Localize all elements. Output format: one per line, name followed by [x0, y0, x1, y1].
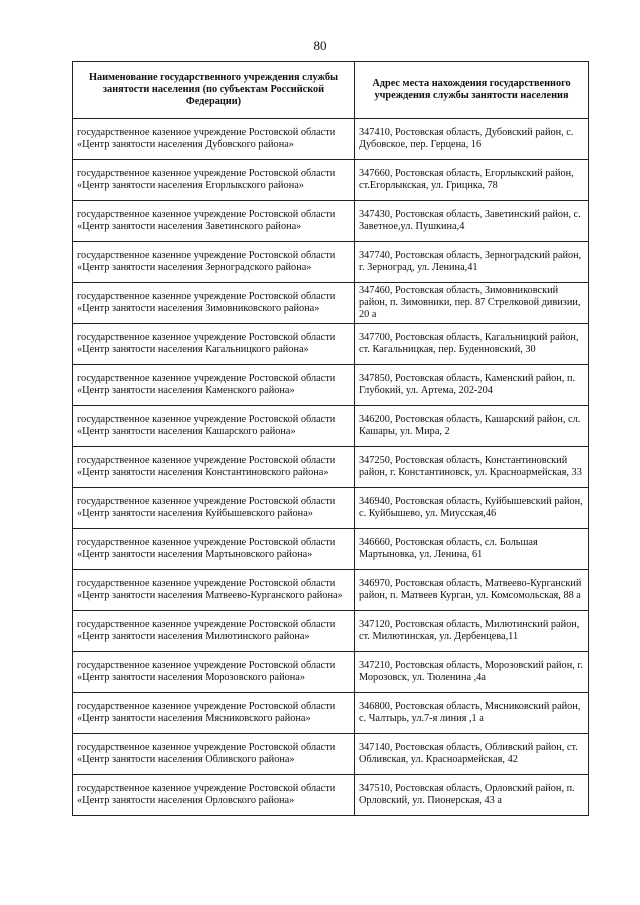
table-row	[73, 570, 589, 611]
institution-name-cell: государственное казенное учреждение Ростовской области «Центр занятости населения Мартыновского района»	[73, 529, 355, 570]
header-address: Адрес места нахождения государственного учреждения службы занятости населения	[355, 62, 589, 119]
institution-name-cell: государственное казенное учреждение Ростовской области «Центр занятости населения Морозовского района»	[73, 652, 355, 693]
table-row	[73, 242, 589, 283]
institution-name-cell: государственное казенное учреждение Ростовской области «Центр занятости населения Кагальницкого района»	[73, 324, 355, 365]
table-row	[73, 693, 589, 734]
institution-name-cell: государственное казенное учреждение Ростовской области «Центр занятости населения Мясниковского района»	[73, 693, 355, 734]
address-cell: 347120, Ростовская область, Милютинский район, ст. Милютинская, ул. Дербенцева,11	[355, 611, 589, 652]
table-row	[73, 734, 589, 775]
header-institution-name: Наименование государственного учреждения службы занятости населения (по субъектам Российской Федерации)	[73, 62, 355, 119]
address-cell: 347410, Ростовская область, Дубовский район, с. Дубовское, пер. Герцена, 16	[355, 119, 589, 160]
address-cell: 346940, Ростовская область, Куйбышевский район, с. Куйбышево, ул. Миусская,46	[355, 488, 589, 529]
table-row	[73, 775, 589, 816]
address-cell: 347250, Ростовская область, Константиновский район, г. Константиновск, ул. Красноармейская, 33	[355, 447, 589, 488]
table-row	[73, 652, 589, 693]
institution-name-cell: государственное казенное учреждение Ростовской области «Центр занятости населения Орловского района»	[73, 775, 355, 816]
institution-name-cell: государственное казенное учреждение Ростовской области «Центр занятости населения Заветинского района»	[73, 201, 355, 242]
table-row	[73, 447, 589, 488]
table-row	[73, 283, 589, 324]
institution-name-cell: государственное казенное учреждение Ростовской области «Центр занятости населения Милютинского района»	[73, 611, 355, 652]
table-row	[73, 119, 589, 160]
table-row	[73, 160, 589, 201]
address-cell: 347510, Ростовская область, Орловский район, п. Орловский, ул. Пионерская, 43 а	[355, 775, 589, 816]
address-cell: 346660, Ростовская область, сл. Большая Мартыновка, ул. Ленина, 61	[355, 529, 589, 570]
address-cell: 347660, Ростовская область, Егорлыкский район, ст.Егорлыкская, ул. Грицнка, 78	[355, 160, 589, 201]
address-cell: 346970, Ростовская область, Матвеево-Курганский район, п. Матвеев Курган, ул. Комсомольская, 88 а	[355, 570, 589, 611]
employment-centers-table	[72, 61, 589, 816]
address-cell: 347740, Ростовская область, Зерноградский район, г. Зерноград, ул. Ленина,41	[355, 242, 589, 283]
institution-name-cell: государственное казенное учреждение Ростовской области «Центр занятости населения Куйбышевского района»	[73, 488, 355, 529]
page-number: 80	[313, 38, 327, 53]
institution-name-cell: государственное казенное учреждение Ростовской области «Центр занятости населения Егорлыкского района»	[73, 160, 355, 201]
institution-name-cell: государственное казенное учреждение Ростовской области «Центр занятости населения Зимовниковского района»	[73, 283, 355, 324]
institution-name-cell: государственное казенное учреждение Ростовской области «Центр занятости населения Константиновского района»	[73, 447, 355, 488]
address-cell: 347140, Ростовская область, Обливский район, ст. Обливская, ул. Красноармейская, 42	[355, 734, 589, 775]
institution-name-cell: государственное казенное учреждение Ростовской области «Центр занятости населения Зерноградского района»	[73, 242, 355, 283]
address-cell: 347210, Ростовская область, Морозовский район, г. Морозовск, ул. Тюленина ,4а	[355, 652, 589, 693]
address-cell: 346200, Ростовская область, Кашарский район, сл. Кашары, ул. Мира, 2	[355, 406, 589, 447]
table-row	[73, 201, 589, 242]
address-cell: 347700, Ростовская область, Кагальницкий район, ст. Кагальницкая, пер. Буденновский, 30	[355, 324, 589, 365]
table-row	[73, 406, 589, 447]
table-row	[73, 488, 589, 529]
table-header-row	[73, 62, 589, 119]
table-row	[73, 365, 589, 406]
table-row	[73, 324, 589, 365]
address-cell: 347430, Ростовская область, Заветинский район, с. Заветное,ул. Пушкина,4	[355, 201, 589, 242]
institution-name-cell: государственное казенное учреждение Ростовской области «Центр занятости населения Каменского района»	[73, 365, 355, 406]
table-row	[73, 611, 589, 652]
institution-name-cell: государственное казенное учреждение Ростовской области «Центр занятости населения Кашарского района»	[73, 406, 355, 447]
institution-name-cell: государственное казенное учреждение Ростовской области «Центр занятости населения Дубовского района»	[73, 119, 355, 160]
address-cell: 346800, Ростовская область, Мясниковский район, с. Чалтырь, ул.7-я линия ,1 а	[355, 693, 589, 734]
institution-name-cell: государственное казенное учреждение Ростовской области «Центр занятости населения Матвеево-Курганского района»	[73, 570, 355, 611]
table-row	[73, 529, 589, 570]
address-cell: 347850, Ростовская область, Каменский район, п. Глубокий, ул. Артема, 202-204	[355, 365, 589, 406]
address-cell: 347460, Ростовская область, Зимовниковский район, п. Зимовники, пер. 87 Стрелковой дивизии, 20 а	[355, 283, 589, 324]
institution-name-cell: государственное казенное учреждение Ростовской области «Центр занятости населения Обливского района»	[73, 734, 355, 775]
